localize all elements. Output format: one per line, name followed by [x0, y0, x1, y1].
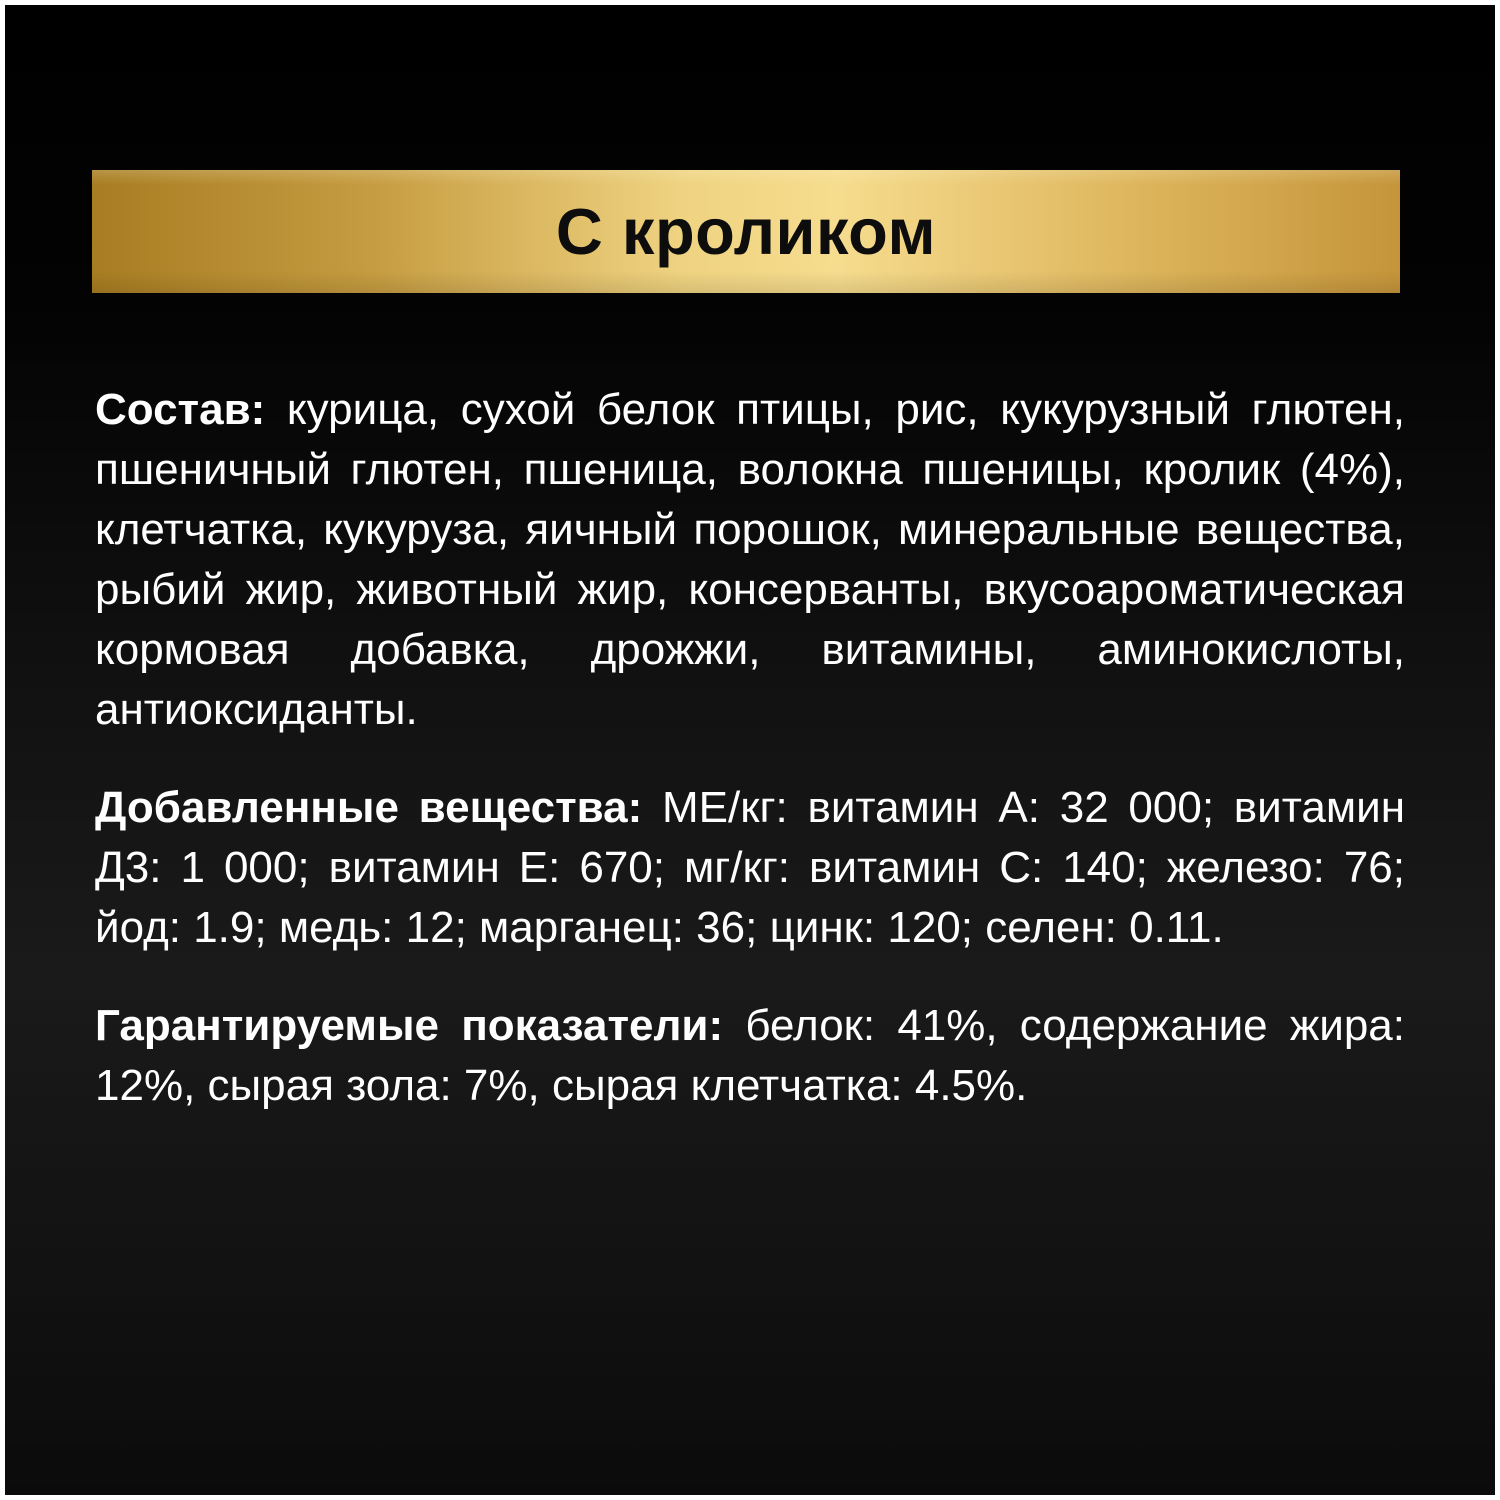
card-background — [5, 5, 1495, 1495]
additives-heading: Добавленные вещества: — [95, 783, 643, 832]
label-text-block — [95, 380, 1405, 1116]
guaranteed-analysis-body: белок: 41%, содержание жира: 12%, сырая зола: 7%, сырая клетчатка: 4.5%. — [95, 1001, 1405, 1110]
additives-body: МЕ/кг: витамин А: 32 000; витамин Д3: 1 000; витамин Е: 670; мг/кг: витамин С: 140; железо: 76; йод: 1.9; медь: 12; марганец: 36; цинк: 120; селен: 0.11. — [95, 783, 1405, 952]
flavor-title: С кроликом — [555, 195, 937, 268]
composition-heading: Состав: — [95, 385, 266, 434]
flavor-banner — [92, 170, 1400, 293]
composition-body: курица, сухой белок птицы, рис, кукурузный глютен, пшеничный глютен, пшеница, волокна пшеницы, кролик (4%), клетчатка, кукуруза, яичный порошок, минеральные вещества, рыбий жир, животный жир, консерванты, вкусоароматическая кормовая добавка, дрожжи, витамины, аминокислоты, антиоксиданты. — [95, 385, 1406, 734]
guaranteed-analysis-section — [95, 996, 1405, 1116]
guaranteed-analysis-heading: Гарантируемые показатели: — [95, 1001, 724, 1050]
composition-section — [95, 380, 1405, 740]
additives-section — [95, 778, 1405, 958]
